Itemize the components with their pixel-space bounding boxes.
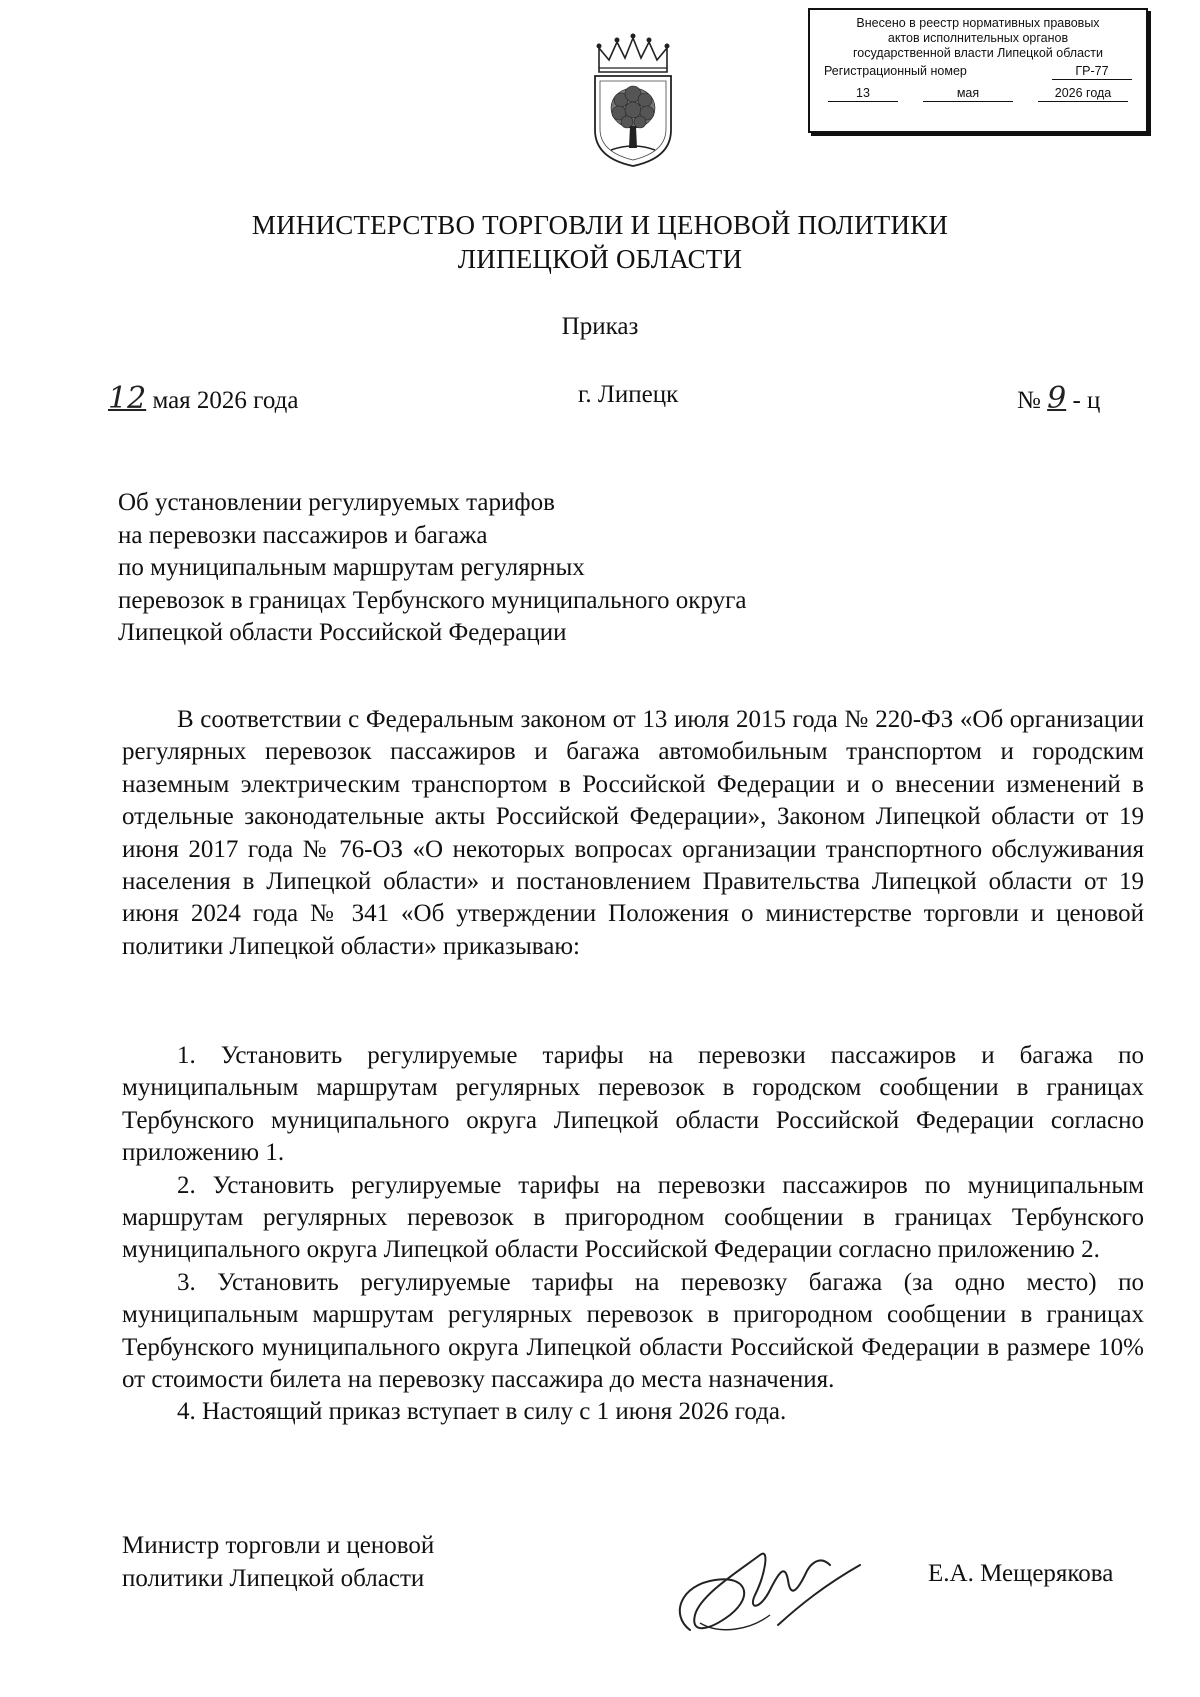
order-date-rest: мая 2026 года xyxy=(152,387,299,414)
signer-position-line-1: Министр торговли и ценовой xyxy=(122,1532,435,1559)
order-item-2: 2. Установить регулируемые тарифы на перевозки пассажиров по муниципальным маршрутам регулярных перевозок в пригородном сообщении в границах Тербунского муниципального округа Липецкой области Российской Федерации согласно приложению 2. xyxy=(122,1171,1144,1264)
registry-stamp xyxy=(808,8,1148,133)
signer-position-line-2: политики Липецкой области xyxy=(122,1564,425,1592)
stamp-year: 2026 года xyxy=(1038,86,1128,102)
stamp-reg-number: ГР-77 xyxy=(1052,64,1132,80)
stamp-registration xyxy=(818,64,1138,80)
ministry-header xyxy=(0,208,1200,276)
order-number-handwritten: 9 xyxy=(1047,381,1067,416)
order-items xyxy=(122,1040,1144,1429)
order-number-suffix: - ц xyxy=(1072,387,1101,414)
subject-line-4: перевозок в границах Тербунского муниципального округа xyxy=(118,586,747,614)
ministry-line-1: МИНИСТЕРСТВО ТОРГОВЛИ И ЦЕНОВОЙ ПОЛИТИКИ xyxy=(251,210,949,240)
stamp-date xyxy=(818,86,1138,102)
handwritten-signature-icon xyxy=(660,1535,880,1655)
order-item-4: 4. Настоящий приказ вступает в силу с 1 июня 2026 года. xyxy=(177,1398,787,1426)
stamp-line-2: актов исполнительных органов xyxy=(887,31,1069,45)
order-item-1: 1. Установить регулируемые тарифы на перевозки пассажиров и багажа по муниципальным маршрутам регулярных перевозок в городском сообщении в границах Тербунского муниципального округа Липецкой области Российской Федерации согласно приложению 1. xyxy=(122,1042,1144,1167)
subject-line-2: на перевозки пассажиров и багажа xyxy=(118,521,488,549)
order-number xyxy=(1017,381,1100,416)
order-subject xyxy=(118,487,878,650)
stamp-line-3: государственной власти Липецкой области xyxy=(852,46,1104,60)
document-type: Приказ xyxy=(561,313,639,340)
stamp-day: 13 xyxy=(828,86,898,102)
order-item-3: 3. Установить регулируемые тарифы на перевозку багажа (за одно место) по муниципальным маршрутам регулярных перевозок в пригородном сообщении в границах Тербунского муниципального округа Липецкой области Российской Федерации в размере 10% от стоимости билета на перевозку пассажира до места назначения. xyxy=(122,1268,1144,1394)
stamp-reg-label: Регистрационный номер xyxy=(824,64,967,78)
subject-line-1: Об установлении регулируемых тарифов xyxy=(118,489,555,516)
subject-line-5: Липецкой области Российской Федерации xyxy=(118,619,567,646)
coat-of-arms-icon xyxy=(585,30,681,170)
order-number-prefix: № xyxy=(1017,387,1041,414)
subject-line-3: по муниципальным маршрутам регулярных xyxy=(118,554,585,581)
stamp-month: мая xyxy=(923,86,1013,102)
preamble-paragraph: В соответствии с Федеральным законом от 13 июля 2015 года № 220-ФЗ «Об организации регулярных перевозок пассажиров и багажа автомобильным транспортом и городским наземным электрическим транспортом в Российской Федерации и о внесении изменений в отдельные законодательные акты Российской Федерации», Законом Липецкой области от 19 июня 2017 года № 76-ОЗ «О некоторых вопросах организации транспортного обслуживания населения в Липецкой области» и постановлением Правительства Липецкой области от 19 июня 2024 года № 341 «Об утверждении Положения о министерстве торговли и ценовой политики Липецкой области» приказываю: xyxy=(122,706,1144,960)
signer-name: Е.А. Мещерякова xyxy=(928,1560,1114,1587)
stamp-line-1: Внесено в реестр нормативных правовых xyxy=(856,16,1100,30)
ministry-line-2: ЛИПЕЦКОЙ ОБЛАСТИ xyxy=(457,244,743,274)
signer-position xyxy=(122,1530,434,1595)
order-day-handwritten: 12 xyxy=(108,381,147,416)
order-city: г. Липецк xyxy=(578,381,679,408)
order-date xyxy=(108,381,298,416)
